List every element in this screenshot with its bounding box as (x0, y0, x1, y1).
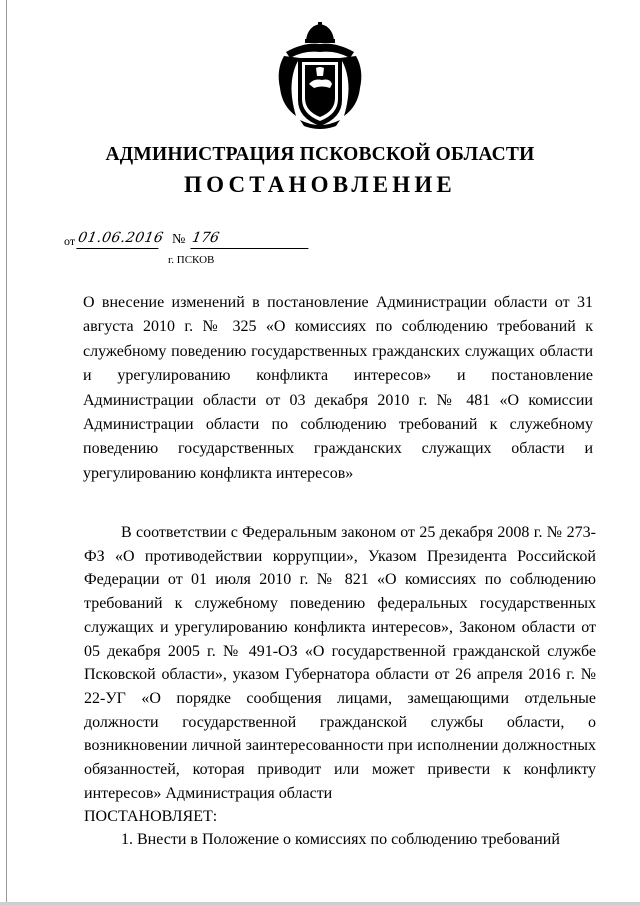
scan-edge-line (6, 0, 7, 905)
city-label: г. ПСКОВ (168, 254, 215, 266)
registration-line (64, 230, 264, 250)
decree-word: ПОСТАНОВЛЯЕТ: (84, 808, 218, 826)
document-subject: О внесение изменений в постановление Администрации области от 31 августа 2010 г. № 325 «О комиссиях по соблюдению требований к служебному поведению государственных гражданских служащих области и урегулированию конфликта интересов» и постановление Администрации области от 03 декабря 2010 г. № 481 «О комиссии Администрации области по соблюдению требований к служебному поведению государственных гражданских служащих области и урегулированию конфликта интересов» (83, 294, 593, 482)
preamble-paragraph: В соответствии с Федеральным законом от 25 декабря 2008 г. № 273-ФЗ «О противодействии коррупции», Указом Президента Российской Федерации от 01 июля 2010 г. № 821 «О комиссиях по соблюдению требований к служебному поведению федеральных государственных служащих и урегулированию конфликта интересов», Законом области от 05 декабря 2005 г. № 491-ОЗ «О государственной гражданской службе Псковской области», указом Губернатора области от 26 апреля 2016 г. № 22-УГ «О порядке сообщения лицами, замещающими отдельные должности государственной гражданской службы области, о возникновении личной заинтересованности при исполнении должностных обязанностей, которая приводит или может привести к конфликту интересов» Администрация области (84, 524, 596, 802)
organization-title: АДМИНИСТРАЦИЯ ПСКОВСКОЙ ОБЛАСТИ (105, 144, 535, 165)
item-1-paragraph: 1. Внести в Положение о комиссиях по соблюдению требований (121, 831, 560, 848)
document-type-title: ПОСТАНОВЛЕНИЕ (184, 172, 456, 197)
handwritten-number: 176 (190, 230, 311, 249)
number-sign: № (172, 232, 186, 247)
preamble-section (84, 521, 596, 829)
date-prefix: от (64, 234, 76, 248)
coat-of-arms-icon (270, 22, 370, 130)
handwritten-date: 01.06.2016 (76, 230, 161, 249)
